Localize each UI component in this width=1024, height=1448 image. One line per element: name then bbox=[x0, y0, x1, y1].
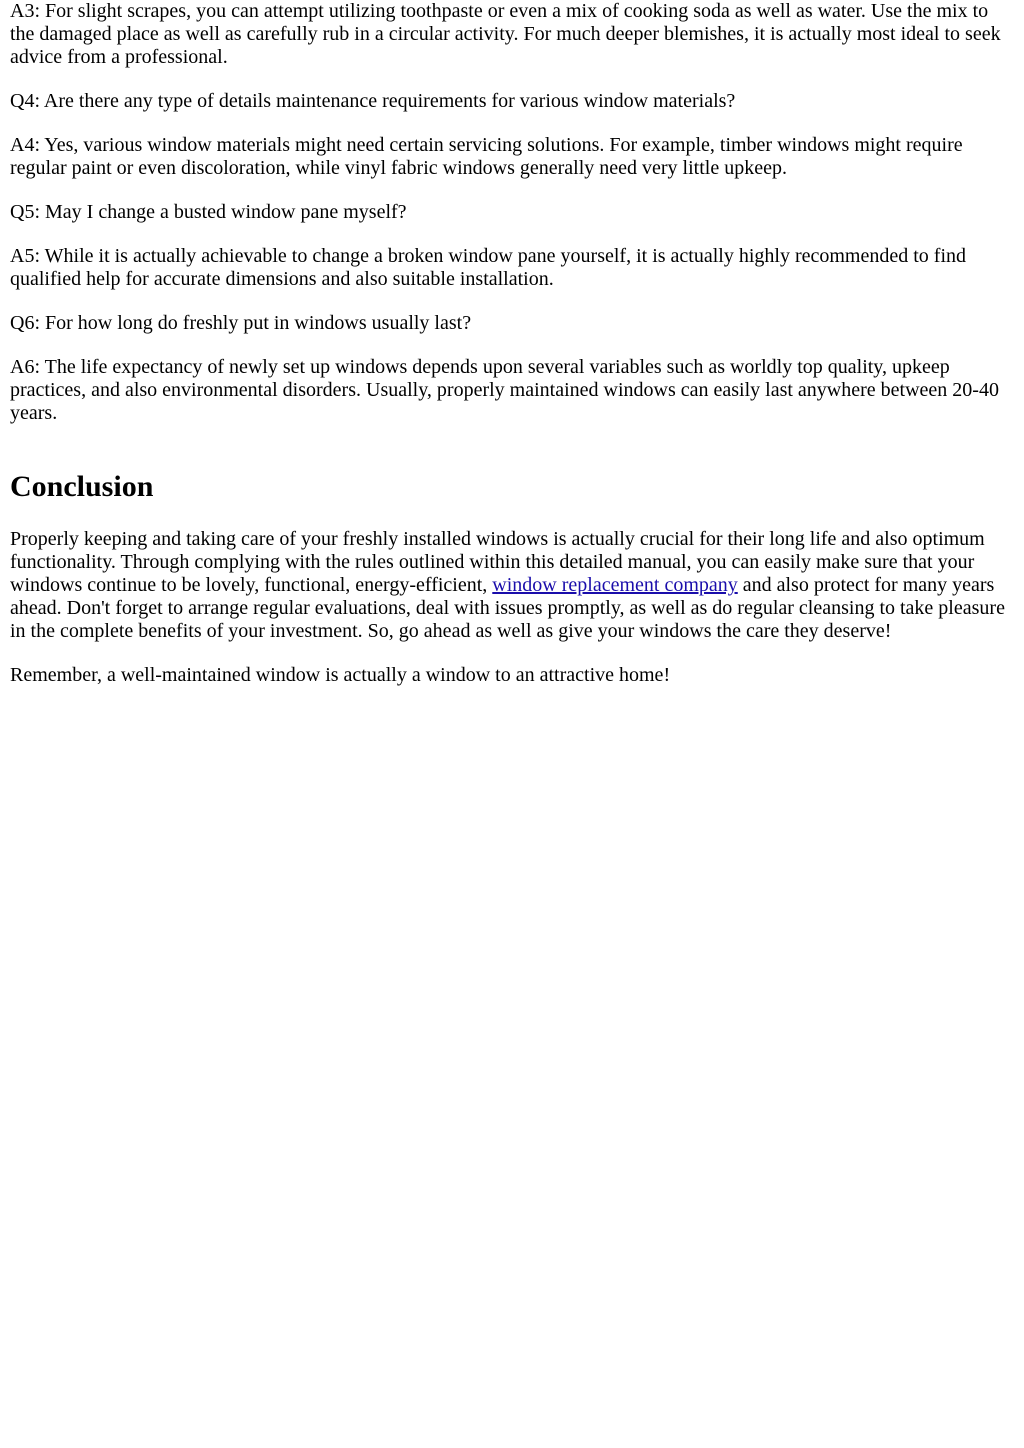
conclusion-text-before-link: Properly keeping and taking care of your freshly installed windows is actually crucial for their long life and also optimum functionality. Through complying with the rules outlined within this detailed manual, you can easily make sure that your windows continue to be lovely, functional, energy-efficient, bbox=[10, 528, 985, 596]
conclusion-heading: Conclusion bbox=[10, 470, 154, 503]
conclusion-paragraph bbox=[10, 528, 1014, 643]
window-replacement-company-link[interactable]: window replacement company bbox=[492, 574, 738, 596]
question-5: Q5: May I change a busted window pane myself? bbox=[10, 201, 407, 223]
answer-3: A3: For slight scrapes, you can attempt utilizing toothpaste or even a mix of cooking soda as well as water. Use the mix to the damaged place as well as carefully rub in a circular activity. For much deeper blemishes, it is actually most ideal to seek advice from a professional. bbox=[10, 0, 1001, 68]
article-body bbox=[0, 0, 1024, 687]
question-4: Q4: Are there any type of details maintenance requirements for various window materials? bbox=[10, 90, 736, 112]
question-6: Q6: For how long do freshly put in windows usually last? bbox=[10, 312, 472, 334]
conclusion-text-after-link: and also protect for many years ahead. Don't forget to arrange regular evaluations, deal with issues promptly, as well as do regular cleansing to take pleasure in the complete benefits of your investment. So, go ahead as well as give your windows the care they deserve! bbox=[10, 574, 1005, 642]
answer-6: A6: The life expectancy of newly set up windows depends upon several variables such as worldly top quality, upkeep practices, and also environmental disorders. Usually, properly maintained windows can easily last anywhere between 20-40 years. bbox=[10, 356, 999, 424]
answer-4: A4: Yes, various window materials might need certain servicing solutions. For example, timber windows might require regular paint or even discoloration, while vinyl fabric windows generally need very little upkeep. bbox=[10, 134, 963, 179]
closing-remark: Remember, a well-maintained window is actually a window to an attractive home! bbox=[10, 664, 671, 686]
answer-5: A5: While it is actually achievable to change a broken window pane yourself, it is actually highly recommended to find qualified help for accurate dimensions and also suitable installation. bbox=[10, 245, 967, 290]
